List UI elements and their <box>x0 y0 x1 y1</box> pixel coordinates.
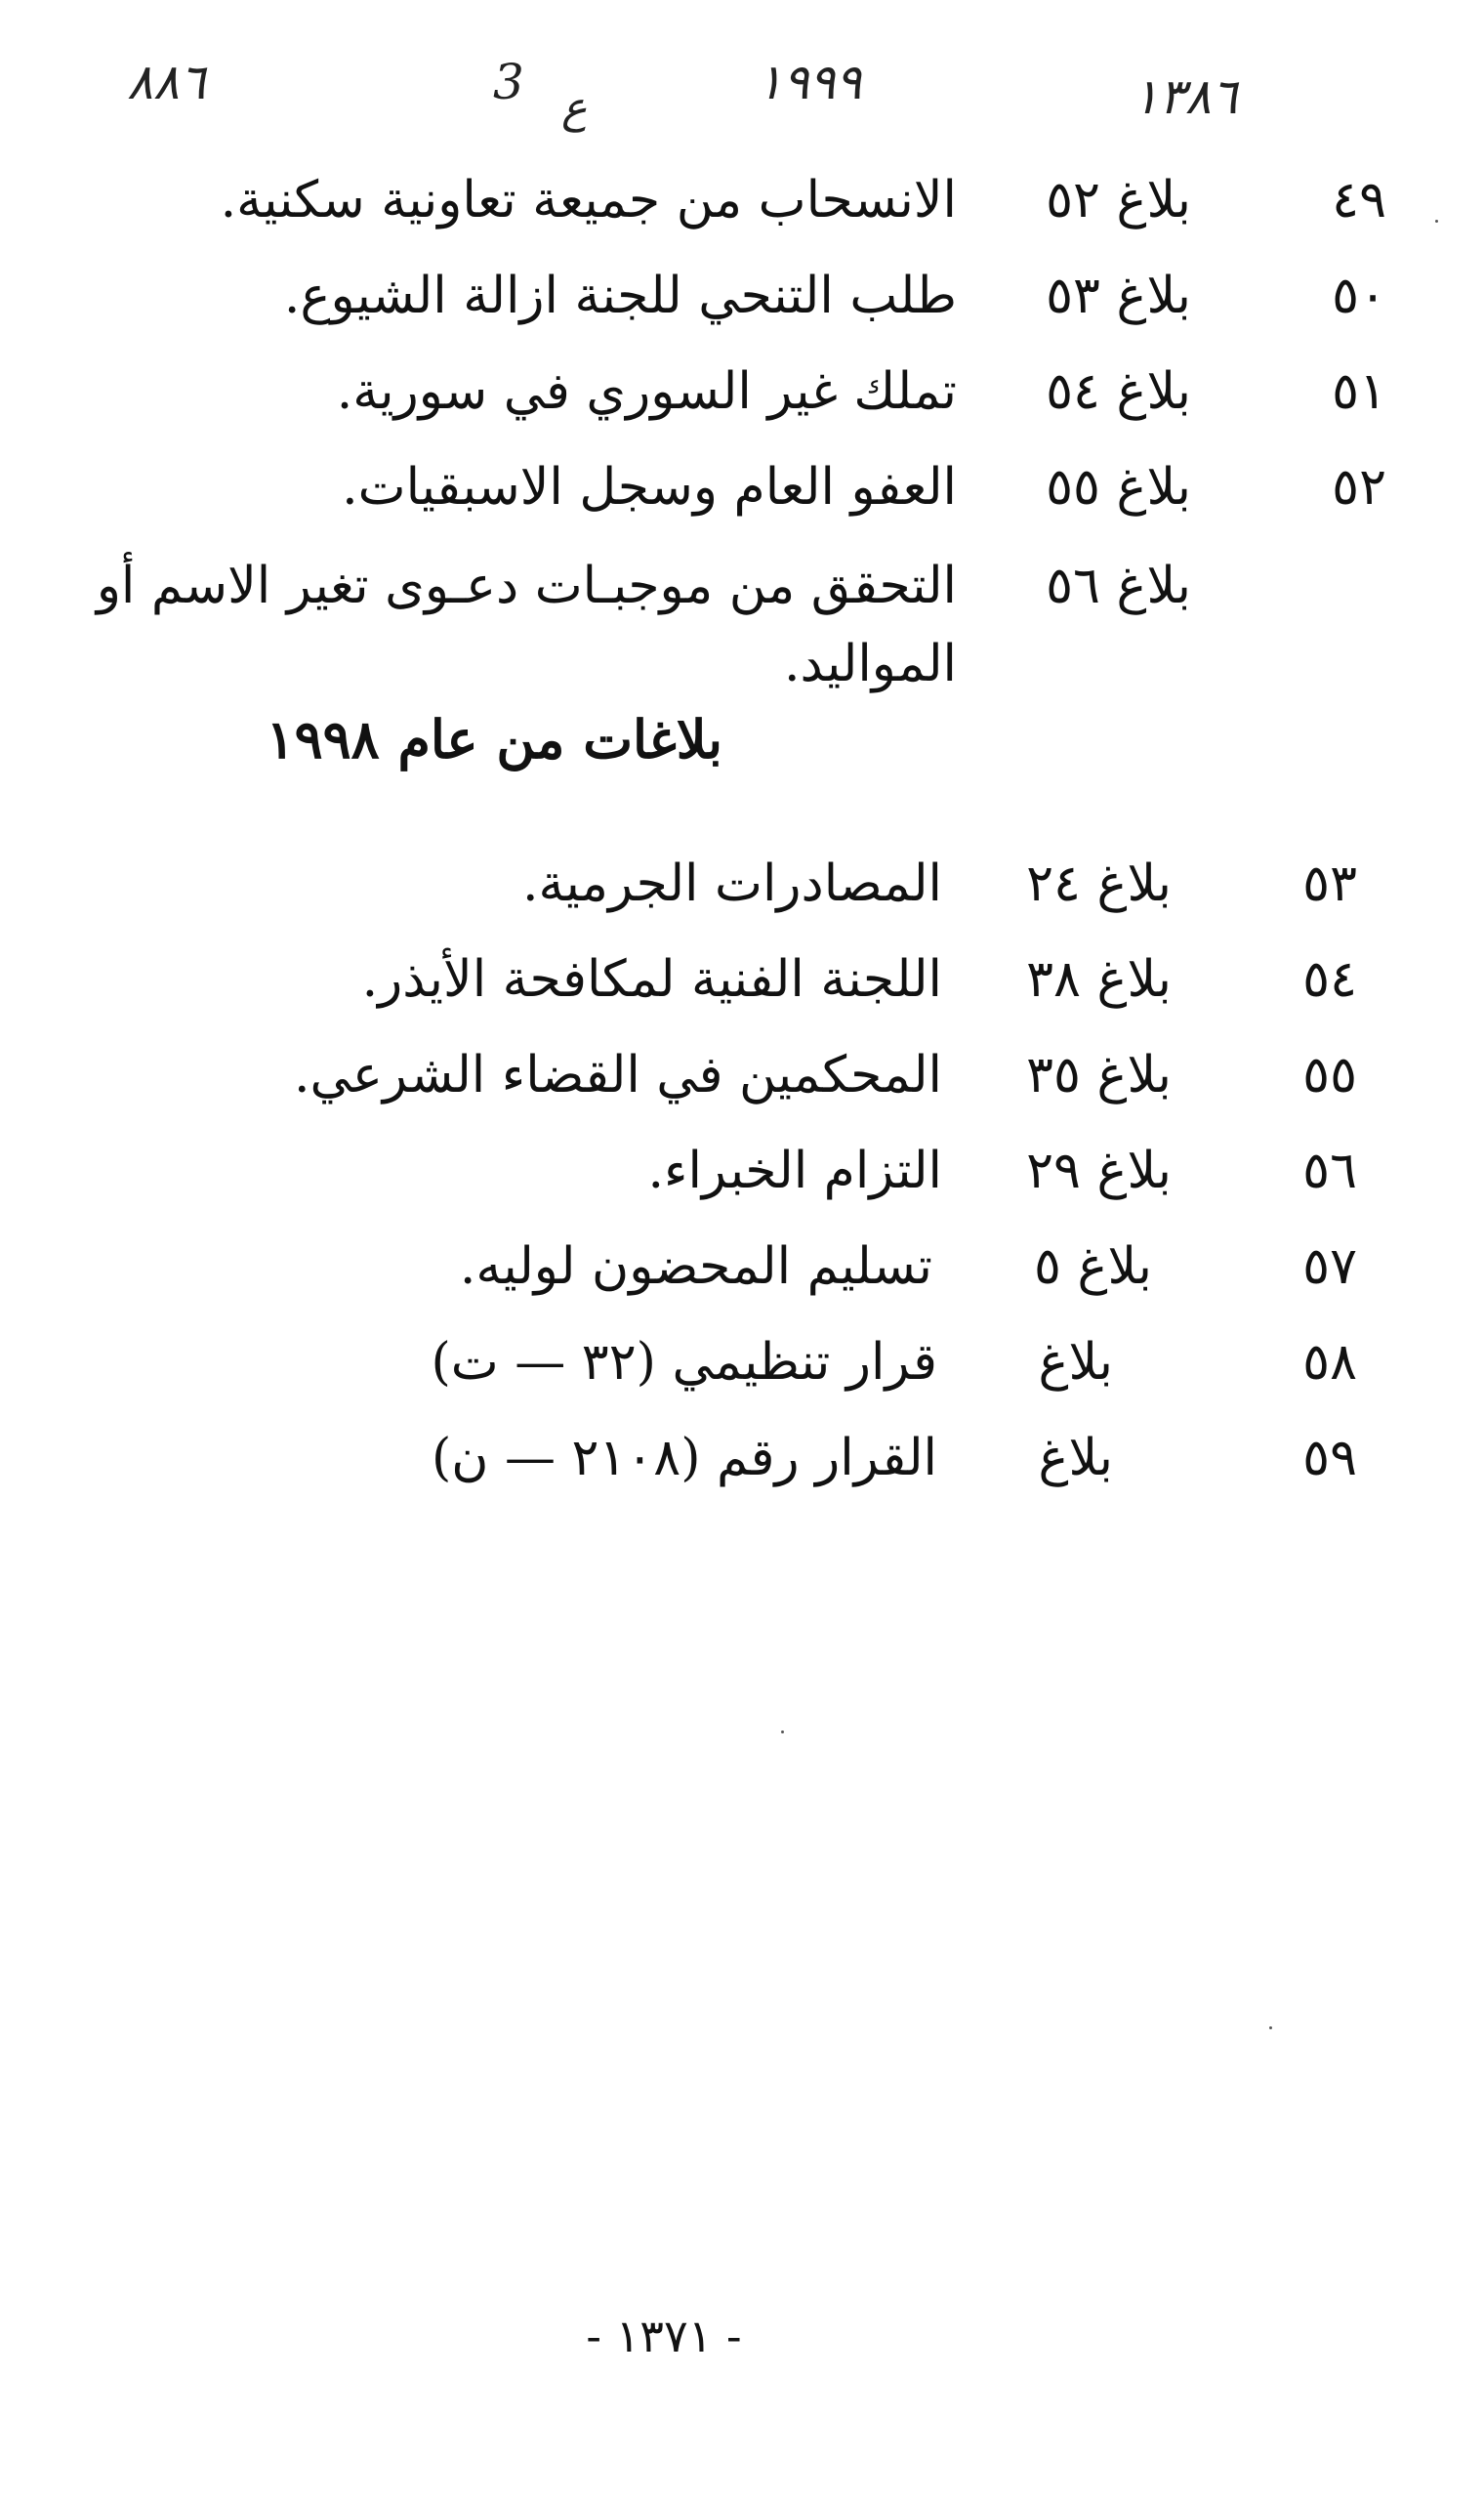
scan-speck <box>1435 220 1438 223</box>
entry-subject: تسليم المحضون لوليه. <box>459 1237 932 1296</box>
handwritten-annotation: 3 <box>493 54 525 110</box>
list-item <box>0 557 1484 723</box>
handwritten-annotation: ١٣٨٦ <box>1133 68 1238 125</box>
entry-reference: بلاغ <box>1038 1429 1113 1487</box>
entry-reference: بلاغ <box>1038 1333 1113 1392</box>
entry-number: ٥١ <box>1332 362 1386 421</box>
entry-subject: المحكمين في القضاء الشرعي. <box>293 1046 942 1105</box>
entry-subject: التحقق من موجبـات دعـوى تغير الاسم أو <box>96 557 957 615</box>
scan-speck <box>1269 2026 1272 2029</box>
list-item <box>0 1333 1484 1421</box>
list-item <box>0 1429 1484 1517</box>
entry-number: ٥٤ <box>1302 950 1357 1009</box>
scan-speck <box>781 1730 784 1733</box>
entry-subject: التزام الخبراء. <box>647 1142 942 1200</box>
entry-number: ٥٨ <box>1302 1333 1357 1392</box>
entry-number: ٥٠ <box>1332 267 1386 325</box>
entry-subject: طلب التنحي للجنة ازالة الشيوع. <box>283 267 957 325</box>
entry-number: ٥٧ <box>1302 1237 1357 1296</box>
list-item <box>0 267 1484 354</box>
handwritten-annotation: ١٩٩٩ <box>757 54 862 110</box>
list-item <box>0 1142 1484 1230</box>
list-item <box>0 950 1484 1038</box>
list-item <box>0 855 1484 942</box>
entry-subject: القرار رقم (٢١٠٨ — ن) <box>431 1429 937 1487</box>
handwritten-annotation: ع <box>561 83 588 133</box>
list-item <box>0 171 1484 259</box>
entry-subject: اللجنة الفنية لمكافحة الأيذر. <box>361 950 942 1009</box>
entry-number: ٤٩ <box>1332 171 1386 229</box>
list-item <box>0 1046 1484 1134</box>
entry-subject: المصادرات الجرمية. <box>522 855 942 913</box>
entry-number: ٥٩ <box>1302 1429 1357 1487</box>
entry-reference: بلاغ ٢٤ <box>1026 855 1172 913</box>
entry-reference: بلاغ ٥٥ <box>1046 458 1191 517</box>
entry-reference: بلاغ ٣٥ <box>1026 1046 1172 1105</box>
entry-number: ٥٣ <box>1302 855 1357 913</box>
entry-reference: بلاغ ٥ <box>1034 1237 1152 1296</box>
entry-subject: تملك غير السوري في سورية. <box>336 362 957 421</box>
entry-reference: بلاغ ٥٦ <box>1046 557 1191 615</box>
section-heading: بلاغات من عام ١٩٩٨ <box>266 708 722 771</box>
entry-reference: بلاغ ٥٢ <box>1046 171 1191 229</box>
entry-subject: العفو العام وسجل الاسبقيات. <box>342 458 957 517</box>
entry-subject-continuation: المواليد. <box>783 635 957 693</box>
entry-reference: بلاغ ٢٩ <box>1026 1142 1172 1200</box>
list-item <box>0 362 1484 450</box>
entry-number: ٥٥ <box>1302 1046 1357 1105</box>
entry-reference: بلاغ ٣٨ <box>1026 950 1172 1009</box>
entry-reference: بلاغ ٥٤ <box>1046 362 1191 421</box>
entry-number: ٥٢ <box>1332 458 1386 517</box>
list-item <box>0 1237 1484 1325</box>
entry-subject: الانسحاب من جميعة تعاونية سكنية. <box>220 171 957 229</box>
page-number: - ١٣٧١ - <box>586 2310 742 2362</box>
entry-subject: قرار تنظيمي (٣٢ — ت) <box>431 1333 937 1392</box>
list-item <box>0 458 1484 546</box>
handwritten-annotation: ٨٨٦ <box>127 54 206 110</box>
entry-reference: بلاغ ٥٣ <box>1046 267 1191 325</box>
entry-number: ٥٦ <box>1302 1142 1357 1200</box>
